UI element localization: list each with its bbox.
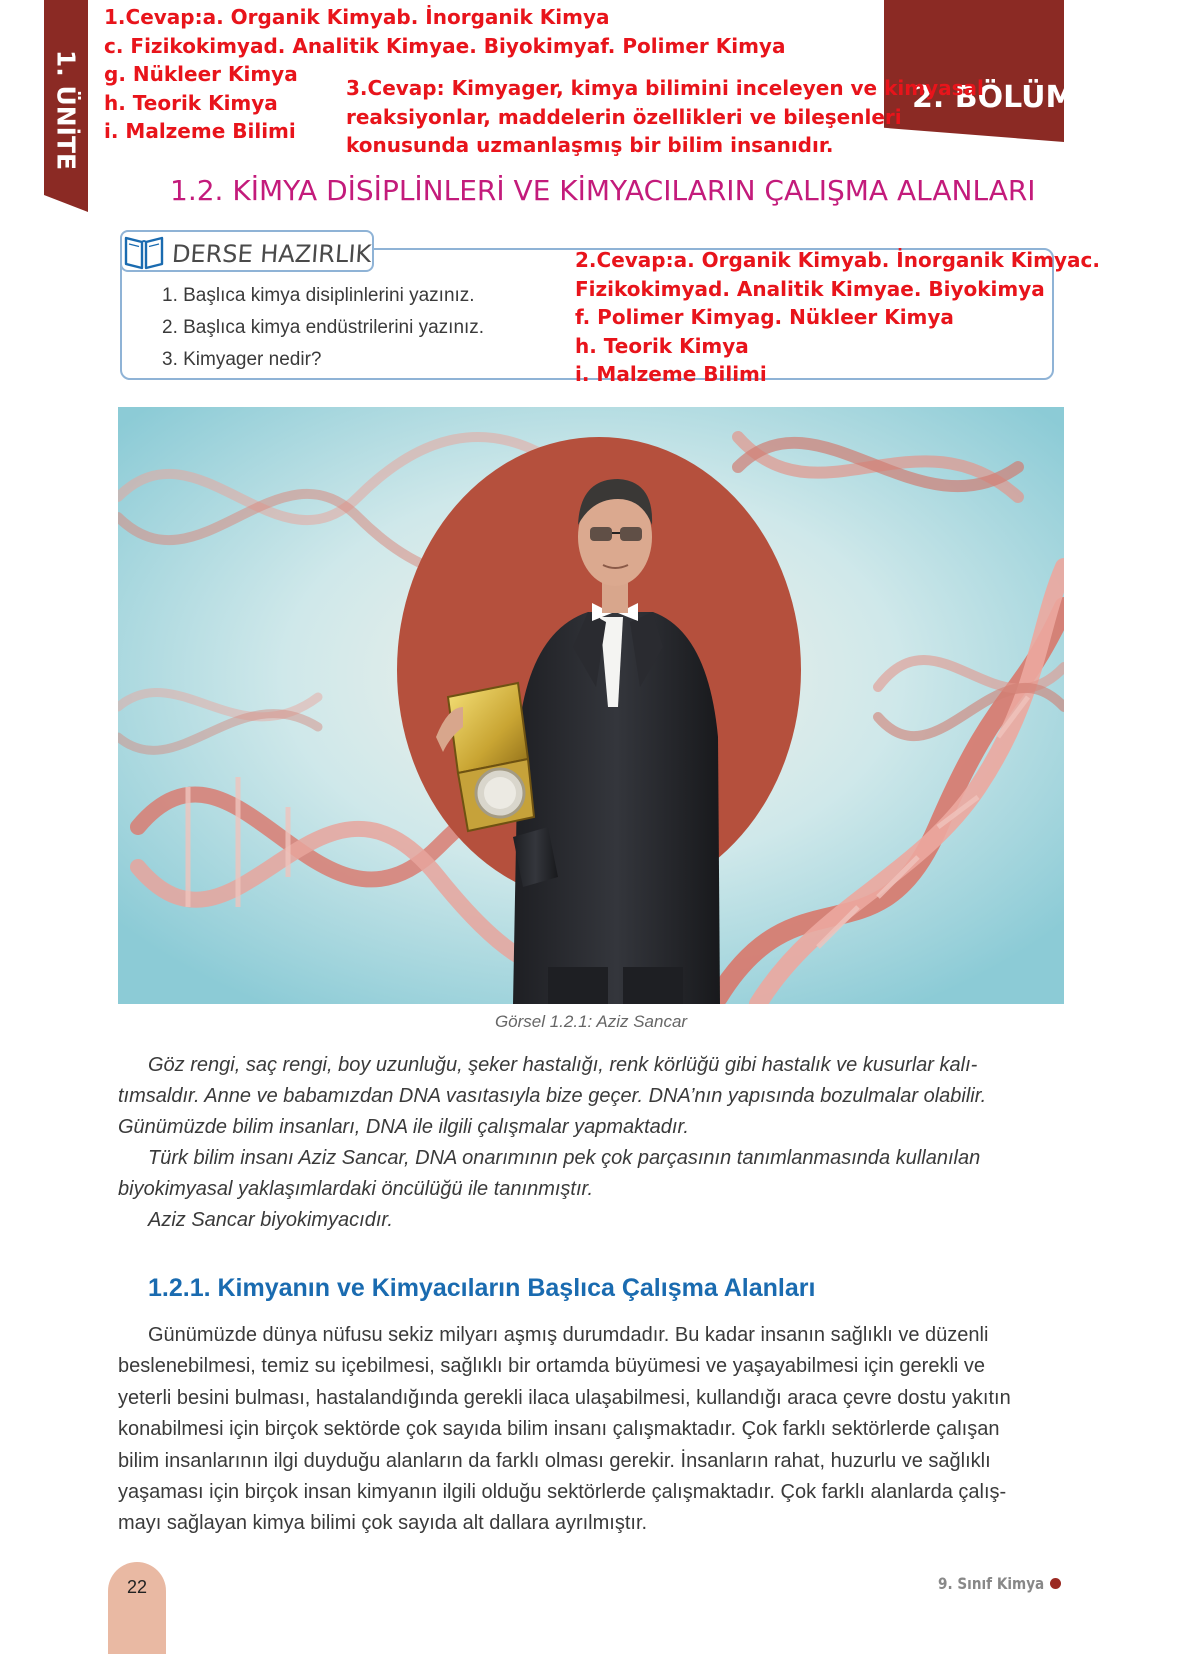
dna-photo [118, 407, 1064, 1004]
answer-line: 2.Cevap:a. Organik Kimyab. İnorganik Kimyac. [575, 248, 1100, 272]
answer-line: konusunda uzmanlaşmış bir bilim insanıdır. [346, 133, 834, 157]
figure-caption: Görsel 1.2.1: Aziz Sancar [494, 1012, 688, 1031]
paragraph-line: biyokimyasal yaklaşımlardaki öncülüğü ile tanınmıştır. [118, 1178, 594, 1200]
body-line: yaşaması için birçok insan kimyanın ilgili olduğu sektörlerde çalışmaktadır. Çok farklı alanlarda çalış- [118, 1481, 1007, 1504]
paragraph-line: Göz rengi, saç rengi, boy uzunluğu, şeker hastalığı, renk körlüğü gibi hastalık ve kusurlar kalı- [148, 1054, 978, 1076]
body-line: bilim insanlarının ilgi duyduğu alanların da farklı olması gerekir. İnsanların rahat, huzurlu ve sağlıklı [118, 1449, 991, 1472]
answer-line: 1.Cevap:a. Organik Kimyab. İnorganik Kimya [104, 5, 610, 29]
answer-line: f. Polimer Kimyag. Nükleer Kimya [575, 305, 954, 329]
section-title: 1.2. KİMYA DİSİPLİNLERİ VE KİMYACILARIN ÇALIŞMA ALANLARI [170, 174, 1036, 207]
answer-line: i. Malzeme Bilimi [575, 362, 767, 386]
paragraph-line: Türk bilim insanı Aziz Sancar, DNA onarımının pek çok parçasının tanımlanmasında kullanılan [148, 1147, 981, 1169]
answer-3 [346, 74, 984, 160]
prep-question: 3. Kimyager nedir? [162, 349, 322, 370]
page-number-tab [108, 1562, 166, 1654]
answer-2 [575, 246, 1100, 389]
dna-illustration [118, 407, 1064, 1004]
answer-line: Fizikokimyad. Analitik Kimyae. Biyokimya [575, 276, 1045, 301]
subsection-title: 1.2.1. Kimyanın ve Kimyacıların Başlıca Çalışma Alanları [148, 1274, 816, 1302]
page-number: 22 [126, 1577, 148, 1597]
footer-dot [1050, 1578, 1061, 1589]
prep-question: 1. Başlıca kimya disiplinlerini yazınız. [162, 285, 475, 306]
answer-line: 3.Cevap: Kimyager, kimya bilimini inceleyen ve kimyasal [346, 76, 984, 100]
book-icon [122, 232, 166, 277]
answer-line: c. Fizikokimyad. Analitik Kimyae. Biyokimyaf. Polimer Kimya [104, 33, 786, 58]
prep-label: DERSE HAZIRLIK [171, 240, 373, 268]
prep-question: 2. Başlıca kimya endüstrilerini yazınız. [162, 317, 485, 338]
paragraph-line: tımsaldır. Anne ve babamızdan DNA vasıtasıyla bize geçer. DNA’nın yapısında bozulmalar olabilir. [118, 1085, 987, 1107]
answer-line: i. Malzeme Bilimi [104, 119, 296, 143]
body-line: yeterli besini bulması, hastalandığında gerekli ilaca ulaşabilmesi, kullandığı araca çevre dostu yakıtın [118, 1386, 1011, 1409]
answer-line: g. Nükleer Kimya [104, 62, 298, 86]
section-label: 2. BÖLÜM [912, 80, 1076, 115]
body-line: konabilmesi için birçok sektörde çok sayıda bilim insanı çalışmaktadır. Çok farklı sektörlerde çalışan [118, 1418, 1000, 1441]
answer-line: h. Teorik Kimya [575, 333, 749, 358]
answer-line: h. Teorik Kimya [104, 90, 278, 115]
body-line: mayı sağlayan kimya bilimi çok sayıda alt dallara ayrılmıştır. [118, 1512, 648, 1535]
paragraph-line: Aziz Sancar biyokimyacıdır. [148, 1209, 393, 1231]
answer-line: reaksiyonlar, maddelerin özellikleri ve bileşenleri [346, 104, 902, 129]
body-line: Günümüzde dünya nüfusu sekiz milyarı aşmış durumdadır. Bu kadar insanın sağlıklı ve düzenli [148, 1324, 989, 1346]
paragraph-line: Günümüzde bilim insanları, DNA ile ilgili çalışmalar yapmaktadır. [118, 1116, 689, 1138]
body-line: beslenebilmesi, temiz su içebilmesi, sağlıklı bir ortamda büyümesi ve yaşayabilmesi için gerekli ve [118, 1355, 986, 1378]
subsection-body [118, 1320, 1064, 1540]
intro-paragraph [118, 1050, 1064, 1236]
unit-label: 1. ÜNİTE [51, 49, 81, 171]
footer-book-title: 9. Sınıf Kimya [938, 1574, 1045, 1593]
